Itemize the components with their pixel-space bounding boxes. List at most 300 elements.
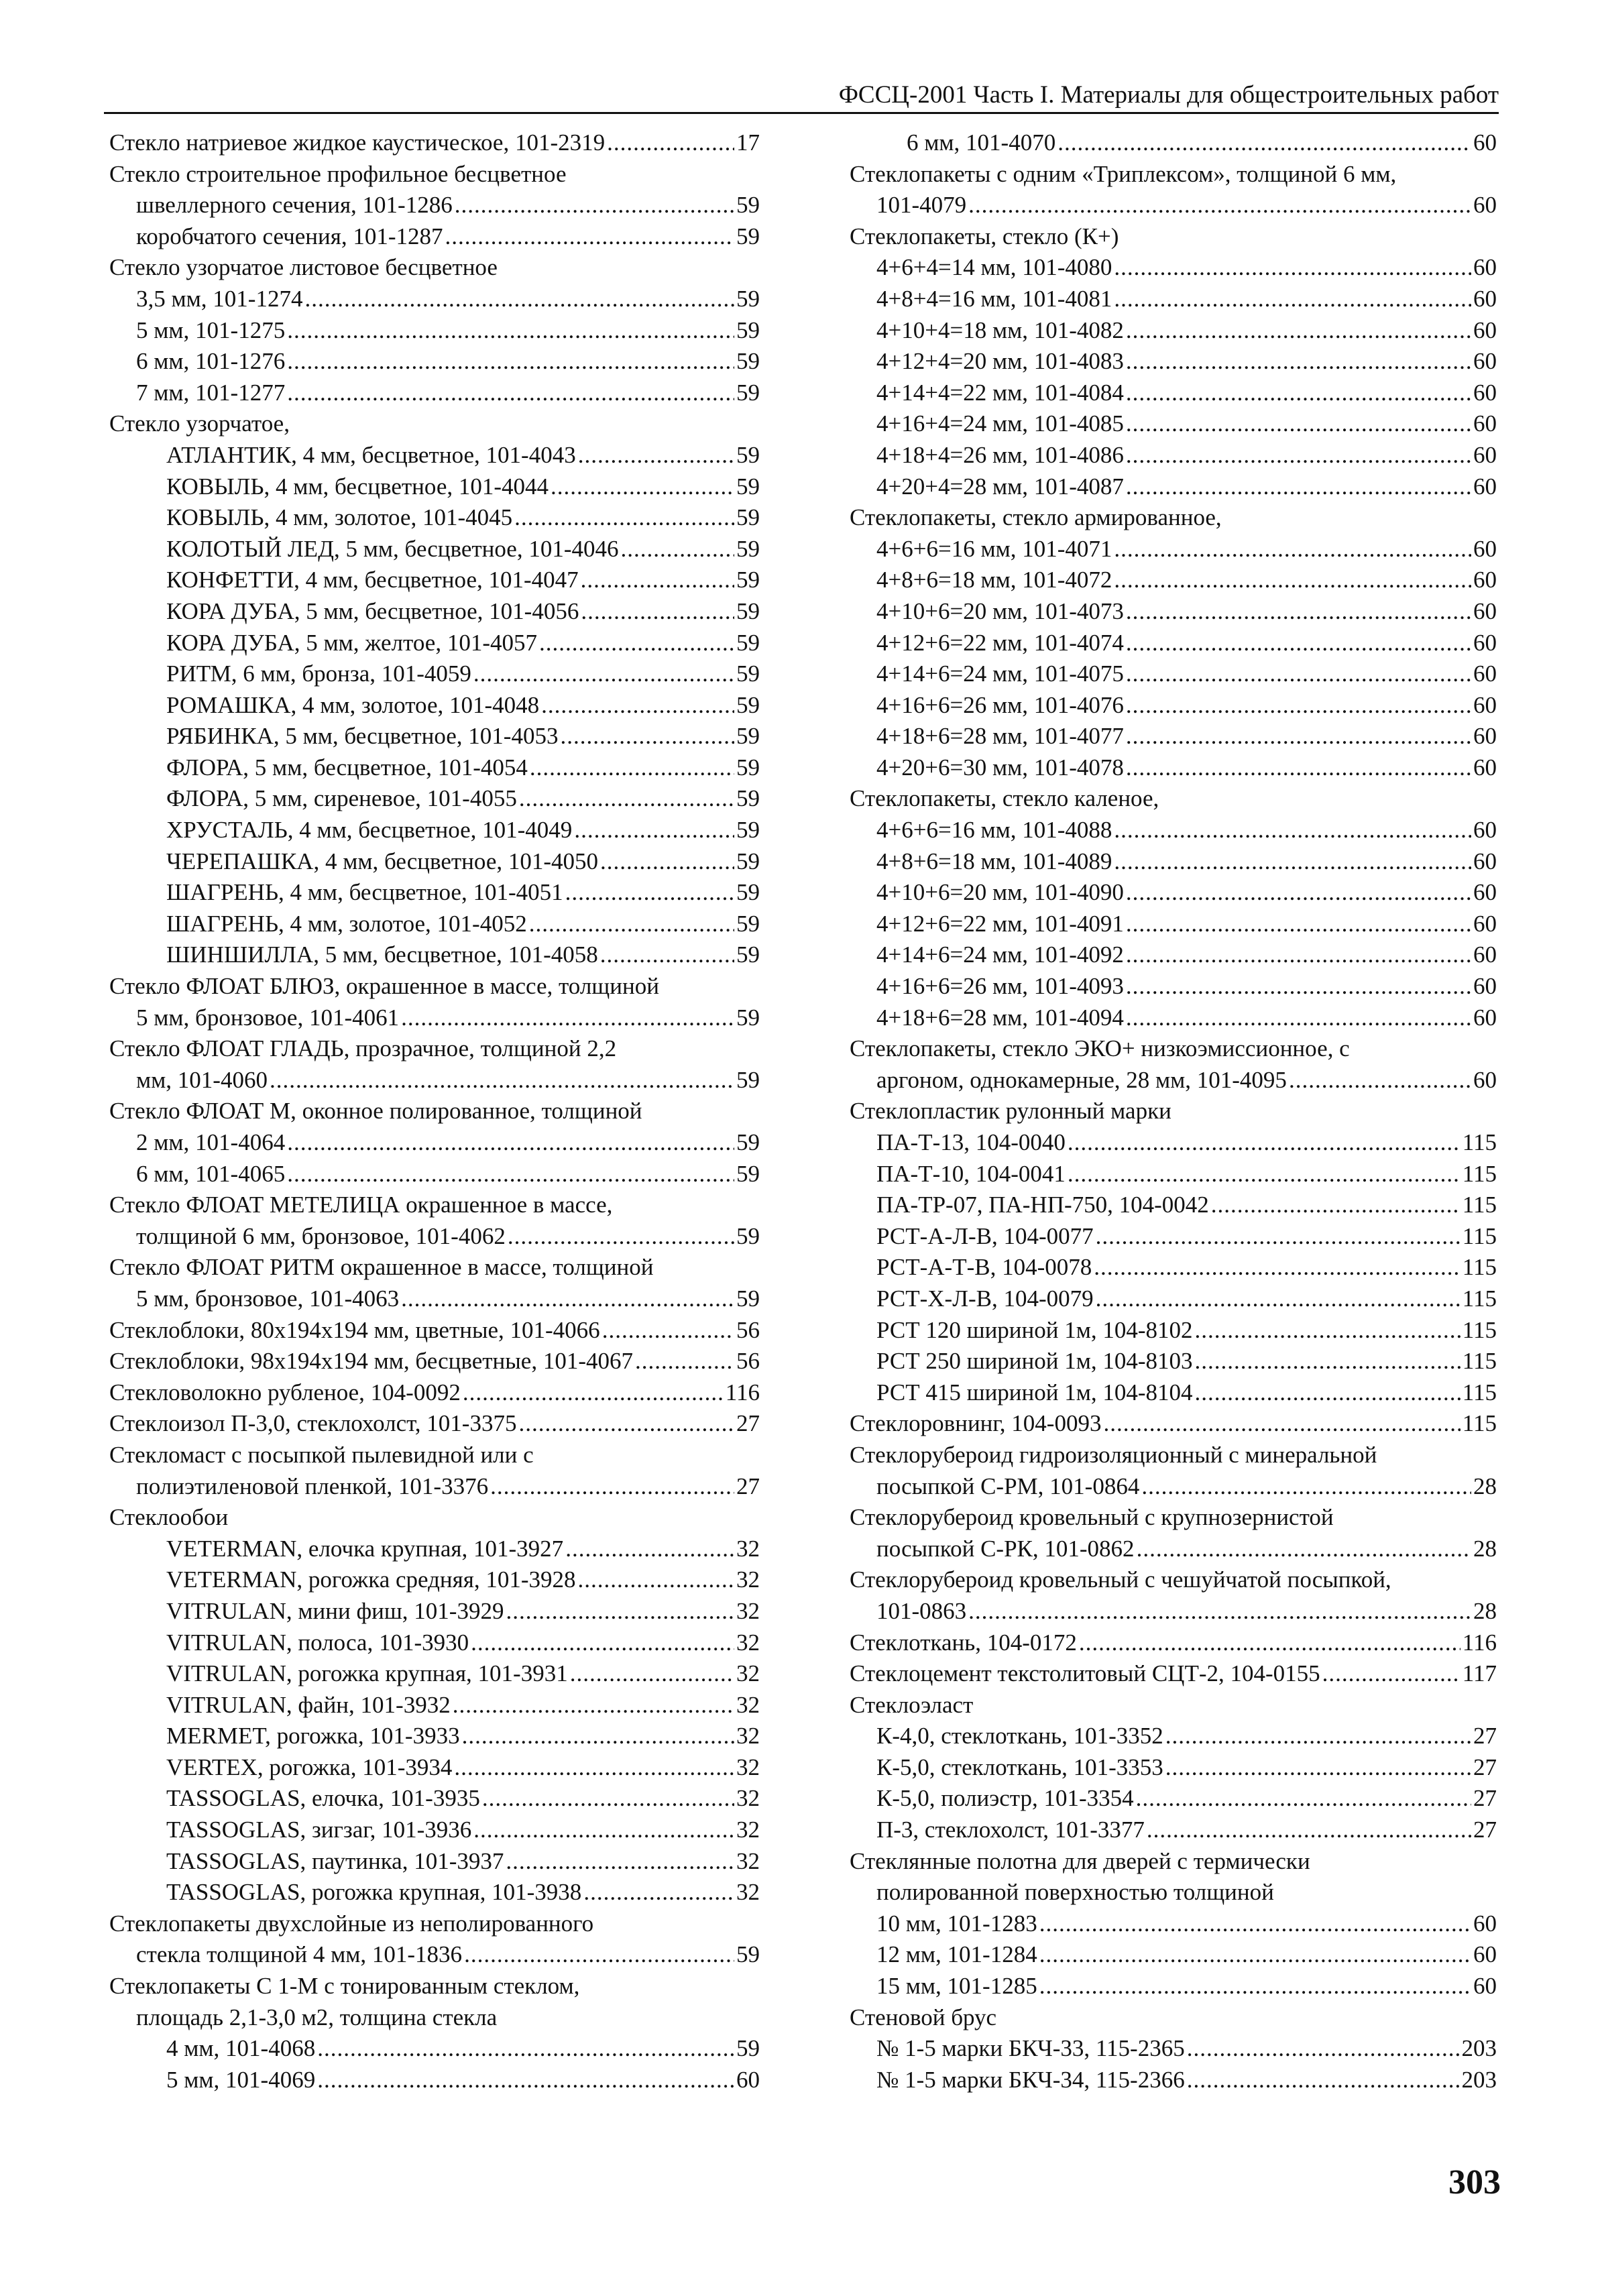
dot-leader	[1126, 596, 1471, 628]
dot-leader	[635, 1346, 734, 1377]
entry-page: 60	[1473, 597, 1497, 624]
entry-text: 12 мм, 101-1284	[876, 1941, 1037, 1968]
dot-leader	[1057, 127, 1471, 159]
dot-leader	[471, 1627, 734, 1659]
index-entry	[850, 1346, 1497, 1377]
header-title: ФССЦ-2001 Часть I. Материалы для общестроительных работ	[838, 81, 1499, 109]
entry-page: 59	[736, 597, 760, 624]
index-entry	[850, 721, 1497, 752]
entry-page: 27	[1473, 1785, 1497, 1812]
entry-page: 32	[736, 1597, 760, 1624]
entry-text: 4+14+6=24 мм, 101-4092	[876, 941, 1124, 968]
index-entry	[850, 1908, 1497, 1940]
dot-leader	[1094, 1252, 1461, 1283]
entry-page: 115	[1462, 1192, 1497, 1218]
index-entry	[850, 1252, 1497, 1283]
entry-text: Стеклообои	[109, 1504, 229, 1531]
entry-text: Стеклопакеты, стекло ЭКО+ низкоэмиссионное, с	[850, 1035, 1350, 1062]
entry-page: 60	[1473, 317, 1497, 343]
entry-text: РСТ-А-Л-В, 104-0077	[876, 1222, 1094, 1249]
entry-text: Стеклянные полотна для дверей с термически	[850, 1847, 1310, 1874]
entry-text: Стеклопластик рулонный марки	[850, 1098, 1171, 1125]
dot-leader	[462, 1721, 734, 1752]
running-header	[104, 70, 1499, 114]
entry-page: 60	[1473, 879, 1497, 906]
dot-leader	[1126, 752, 1471, 784]
entry-page: 60	[1473, 1941, 1497, 1968]
index-entry	[109, 752, 760, 784]
entry-page: 60	[1473, 441, 1497, 468]
entry-page: 32	[736, 1879, 760, 1906]
dot-leader	[1068, 1127, 1461, 1159]
index-entry	[850, 1658, 1497, 1690]
entry-page: 59	[736, 785, 760, 812]
entry-text: TASSOGLAS, рогожка крупная, 101-3938	[166, 1879, 582, 1906]
dot-leader	[1322, 1658, 1461, 1690]
index-entry	[109, 939, 760, 971]
dot-leader	[490, 1471, 734, 1503]
entry-page: 115	[1462, 1254, 1497, 1281]
index-entry	[850, 1846, 1497, 1878]
entry-page: 115	[1462, 1222, 1497, 1249]
index-entry	[850, 628, 1497, 659]
index-entry	[109, 471, 760, 503]
dot-leader	[1114, 815, 1471, 846]
index-entry	[109, 1440, 760, 1471]
entry-text: КОРА ДУБА, 5 мм, желтое, 101-4057	[166, 629, 537, 656]
entry-page: 60	[1473, 567, 1497, 593]
entry-page: 27	[736, 1473, 760, 1499]
index-entry	[850, 378, 1497, 409]
dot-leader	[1136, 1783, 1471, 1815]
entry-page: 60	[1473, 535, 1497, 562]
dot-leader	[519, 783, 734, 815]
index-entry	[850, 877, 1497, 909]
entry-page: 115	[1462, 1285, 1497, 1312]
entry-text: 4+10+6=20 мм, 101-4073	[876, 597, 1124, 624]
index-entry	[109, 1690, 760, 1721]
entry-page: 59	[736, 848, 760, 874]
entry-text: мм, 101-4060	[136, 1066, 268, 1093]
entry-page: 115	[1462, 1129, 1497, 1155]
dot-leader	[968, 190, 1471, 221]
dot-leader	[1137, 1534, 1471, 1565]
entry-text: TASSOGLAS, паутинка, 101-3937	[166, 1847, 504, 1874]
index-entry	[109, 1908, 760, 1940]
entry-text: стекла толщиной 4 мм, 101-1836	[136, 1941, 463, 1968]
entry-text: толщиной 6 мм, бронзовое, 101-4062	[136, 1222, 506, 1249]
index-entry	[850, 1190, 1497, 1221]
entry-text: Стекло ФЛОАТ М, оконное полированное, толщиной	[109, 1098, 642, 1125]
dot-leader	[1165, 1752, 1471, 1784]
entry-text: 4+16+6=26 мм, 101-4076	[876, 691, 1124, 718]
index-entry	[850, 1315, 1497, 1346]
dot-leader	[551, 471, 734, 503]
entry-page: 115	[1462, 1379, 1497, 1405]
entry-text: 4+20+4=28 мм, 101-4087	[876, 473, 1124, 500]
index-entry	[850, 159, 1497, 190]
entry-page: 60	[1473, 1066, 1497, 1093]
index-entry	[850, 783, 1497, 815]
index-entry	[109, 1658, 760, 1690]
entry-text: 4+6+4=14 мм, 101-4080	[876, 254, 1112, 281]
index-entry	[850, 846, 1497, 878]
index-entry	[850, 1596, 1497, 1627]
entry-page: 60	[1473, 410, 1497, 437]
index-entry	[850, 565, 1497, 596]
entry-page: 59	[736, 1004, 760, 1031]
dot-leader	[506, 1846, 734, 1878]
entry-text: РСТ-Х-Л-В, 104-0079	[876, 1285, 1094, 1312]
entry-text: Стеновой брус	[850, 2004, 997, 2030]
entry-text: КОРА ДУБА, 5 мм, бесцветное, 101-4056	[166, 597, 579, 624]
entry-text: посыпкой С-РМ, 101-0864	[876, 1473, 1140, 1499]
index-entry	[109, 877, 760, 909]
entry-text: № 1-5 марки БКЧ-34, 115-2366	[876, 2066, 1185, 2093]
index-entry	[109, 1783, 760, 1815]
entry-text: КОНФЕТТИ, 4 мм, бесцветное, 101-4047	[166, 567, 579, 593]
index-entry	[109, 846, 760, 878]
index-entry	[109, 1159, 760, 1190]
entry-page: 59	[736, 504, 760, 531]
index-entry	[109, 346, 760, 378]
index-entry	[850, 1502, 1497, 1534]
entry-text: Стеклоблоки, 98х194х194 мм, бесцветные, 101-4067	[109, 1348, 633, 1375]
dot-leader	[1187, 2033, 1460, 2065]
dot-leader	[287, 1159, 734, 1190]
dot-leader	[317, 2033, 734, 2065]
dot-leader	[581, 565, 734, 596]
entry-text: 6 мм, 101-4070	[907, 129, 1056, 156]
index-entry	[850, 252, 1497, 284]
entry-text: VETERMAN, рогожка средняя, 101-3928	[166, 1566, 576, 1593]
entry-text: Стекло ФЛОАТ ГЛАДЬ, прозрачное, толщиной 2,2	[109, 1035, 617, 1062]
index-entry	[109, 1971, 760, 2002]
entry-text: Стеклоровнинг, 104-0093	[850, 1410, 1102, 1437]
entry-page: 60	[1473, 285, 1497, 312]
entry-text: Стеклорубероид кровельный с крупнозернистой	[850, 1504, 1334, 1531]
dot-leader	[287, 315, 734, 347]
index-entry	[850, 1721, 1497, 1752]
dot-leader	[482, 1783, 734, 1815]
entry-page: 60	[1473, 379, 1497, 406]
entry-text: 4+12+6=22 мм, 101-4074	[876, 629, 1124, 656]
index-entry	[109, 1721, 760, 1752]
index-entry	[850, 221, 1497, 253]
index-entry	[109, 1065, 760, 1096]
entry-page: 203	[1461, 2035, 1497, 2062]
index-entry	[109, 1939, 760, 1971]
index-entry	[850, 971, 1497, 1002]
dot-leader	[445, 221, 734, 253]
entry-page: 32	[736, 1691, 760, 1718]
entry-page: 28	[1473, 1473, 1497, 1499]
entry-text: Стеклорубероид гидроизоляционный с минеральной	[850, 1441, 1377, 1468]
index-entry	[850, 2033, 1497, 2065]
dot-leader	[1126, 721, 1471, 752]
index-entry	[850, 1065, 1497, 1096]
index-entry	[850, 471, 1497, 503]
entry-page: 59	[736, 441, 760, 468]
entry-page: 60	[1473, 754, 1497, 781]
entry-page: 59	[736, 941, 760, 968]
dot-leader	[1126, 690, 1471, 722]
index-entry	[109, 596, 760, 628]
entry-text: посыпкой С-РК, 101-0862	[876, 1535, 1135, 1562]
index-column-right	[850, 127, 1497, 2096]
index-entry	[850, 1033, 1497, 1065]
dot-leader	[473, 1815, 734, 1846]
dot-leader	[506, 1596, 734, 1627]
index-entry	[109, 408, 760, 440]
entry-page: 60	[1473, 1973, 1497, 2000]
index-entry	[109, 1127, 760, 1159]
index-entry	[850, 1127, 1497, 1159]
dot-leader	[508, 1221, 734, 1253]
dot-leader	[1187, 2065, 1460, 2096]
entry-text: 4 мм, 101-4068	[166, 2035, 316, 2062]
index-entry	[850, 502, 1497, 534]
dot-leader	[1195, 1377, 1461, 1409]
index-entry	[109, 221, 760, 253]
entry-page: 32	[736, 1566, 760, 1593]
dot-leader	[1126, 440, 1471, 471]
entry-page: 60	[1473, 254, 1497, 281]
entry-text: 4+6+6=16 мм, 101-4088	[876, 817, 1112, 844]
entry-text: РСТ 120 шириной 1м, 104-8102	[876, 1316, 1193, 1343]
index-entry	[109, 378, 760, 409]
entry-page: 59	[736, 379, 760, 406]
entry-page: 17	[736, 129, 760, 156]
dot-leader	[565, 1534, 734, 1565]
dot-leader	[401, 1002, 734, 1034]
entry-text: площадь 2,1-3,0 м2, толщина стекла	[136, 2004, 498, 2030]
entry-page: 115	[1462, 1160, 1497, 1187]
entry-text: РОМАШКА, 4 мм, золотое, 101-4048	[166, 691, 540, 718]
index-entry	[850, 1564, 1497, 1596]
index-entry	[109, 502, 760, 534]
index-entry	[850, 1283, 1497, 1315]
entry-page: 116	[1462, 1629, 1497, 1656]
entry-text: 5 мм, бронзовое, 101-4061	[136, 1004, 400, 1031]
entry-text: Стекло ФЛОАТ МЕТЕЛИЦА окрашенное в массе,	[109, 1192, 613, 1218]
entry-page: 60	[1473, 941, 1497, 968]
index-entry	[850, 190, 1497, 221]
entry-text: 4+8+6=18 мм, 101-4072	[876, 567, 1112, 593]
entry-text: ШИНШИЛЛА, 5 мм, бесцветное, 101-4058	[166, 941, 598, 968]
dot-leader	[1039, 1971, 1471, 2002]
entry-text: № 1-5 марки БКЧ-33, 115-2365	[876, 2035, 1185, 2062]
entry-text: 4+18+6=28 мм, 101-4094	[876, 1004, 1124, 1031]
dot-leader	[1126, 877, 1471, 909]
index-entry	[850, 127, 1497, 159]
entry-page: 60	[1473, 723, 1497, 750]
entry-page: 59	[736, 879, 760, 906]
index-entry	[109, 1815, 760, 1846]
entry-page: 59	[736, 723, 760, 750]
entry-page: 59	[736, 285, 760, 312]
index-entry	[109, 1096, 760, 1127]
entry-page: 59	[736, 317, 760, 343]
index-entry	[109, 1408, 760, 1440]
index-entry	[109, 1534, 760, 1565]
index-entry	[850, 1690, 1497, 1721]
dot-leader	[453, 1690, 734, 1721]
index-entry	[109, 1221, 760, 1253]
index-entry	[109, 690, 760, 722]
index-entry	[850, 596, 1497, 628]
entry-text: ШАГРЕНЬ, 4 мм, золотое, 101-4052	[166, 910, 527, 937]
dot-leader	[1126, 909, 1471, 940]
index-entry	[109, 815, 760, 846]
entry-text: Стекломаст с посыпкой пылевидной или с	[109, 1441, 534, 1468]
index-entry	[850, 1408, 1497, 1440]
dot-leader	[574, 815, 734, 846]
index-entry	[109, 315, 760, 347]
index-entry	[850, 346, 1497, 378]
dot-leader	[1126, 628, 1471, 659]
entry-text: 4+6+6=16 мм, 101-4071	[876, 535, 1112, 562]
entry-page: 59	[736, 223, 760, 249]
index-entry	[109, 2065, 760, 2096]
entry-page: 60	[1473, 973, 1497, 1000]
index-entry	[850, 658, 1497, 690]
dot-leader	[1079, 1627, 1461, 1659]
entry-page: 60	[1473, 129, 1497, 156]
index-entry	[109, 1283, 760, 1315]
entry-text: полиэтиленовой пленкой, 101-3376	[136, 1473, 489, 1499]
index-entry	[109, 909, 760, 940]
index-entry	[109, 1033, 760, 1065]
entry-text: ПА-Т-13, 104-0040	[876, 1129, 1066, 1155]
entry-page: 60	[1473, 691, 1497, 718]
dot-leader	[1039, 1908, 1471, 1940]
entry-text: КОВЫЛЬ, 4 мм, бесцветное, 101-4044	[166, 473, 549, 500]
entry-text: К-4,0, стеклоткань, 101-3352	[876, 1723, 1163, 1749]
index-entry	[109, 971, 760, 1002]
dot-leader	[454, 1752, 734, 1784]
entry-text: Стеклопакеты с одним «Триплексом», толщиной 6 мм,	[850, 160, 1397, 187]
entry-text: VITRULAN, мини фиш, 101-3929	[166, 1597, 504, 1624]
entry-text: 6 мм, 101-1276	[136, 348, 286, 375]
entry-page: 27	[1473, 1723, 1497, 1749]
index-entry	[850, 1627, 1497, 1659]
entry-text: полированной поверхностью толщиной	[876, 1879, 1274, 1906]
dot-leader	[1126, 471, 1471, 503]
entry-text: 4+20+6=30 мм, 101-4078	[876, 754, 1124, 781]
entry-page: 28	[1473, 1535, 1497, 1562]
index-entry	[850, 1752, 1497, 1784]
entry-text: 101-0863	[876, 1597, 967, 1624]
entry-text: Стекловолокно рубленое, 104-0092	[109, 1379, 461, 1405]
index-entry	[109, 628, 760, 659]
index-entry	[109, 658, 760, 690]
dot-leader	[539, 628, 734, 659]
entry-text: VERTEX, рогожка, 101-3934	[166, 1754, 453, 1780]
entry-text: Стеклопакеты, стекло каленое,	[850, 785, 1159, 812]
entry-page: 59	[736, 1222, 760, 1249]
entry-page: 59	[736, 348, 760, 375]
index-entry	[850, 690, 1497, 722]
entry-text: Стекло строительное профильное бесцветное	[109, 160, 567, 187]
entry-text: 5 мм, 101-4069	[166, 2066, 316, 2093]
entry-text: 2 мм, 101-4064	[136, 1129, 286, 1155]
entry-page: 60	[1473, 1004, 1497, 1031]
index-entry	[109, 1502, 760, 1534]
dot-leader	[1126, 315, 1471, 347]
entry-text: VETERMAN, елочка крупная, 101-3927	[166, 1535, 564, 1562]
entry-page: 32	[736, 1723, 760, 1749]
entry-text: РЯБИНКА, 5 мм, бесцветное, 101-4053	[166, 723, 559, 750]
entry-text: ПА-ТР-07, ПА-НП-750, 104-0042	[876, 1192, 1209, 1218]
entry-text: Стекло натриевое жидкое каустическое, 101-2319	[109, 129, 606, 156]
entry-page: 116	[725, 1379, 760, 1405]
dot-leader	[1068, 1159, 1461, 1190]
index-entry	[850, 1877, 1497, 1908]
index-entry	[850, 1159, 1497, 1190]
entry-text: ПА-Т-10, 104-0041	[876, 1160, 1066, 1187]
dot-leader	[1147, 1815, 1471, 1846]
entry-text: Стеклоэласт	[850, 1691, 974, 1718]
dot-leader	[514, 502, 734, 534]
entry-page: 59	[736, 661, 760, 687]
index-entry	[850, 1815, 1497, 1846]
index-entry	[109, 1846, 760, 1878]
index-entry	[109, 1564, 760, 1596]
entry-page: 59	[736, 691, 760, 718]
entry-page: 117	[1462, 1660, 1497, 1687]
entry-text: РСТ-А-Т-В, 104-0078	[876, 1254, 1092, 1281]
index-entry	[109, 565, 760, 596]
dot-leader	[1195, 1315, 1461, 1346]
dot-leader	[1126, 939, 1471, 971]
entry-text: 4+10+6=20 мм, 101-4090	[876, 879, 1124, 906]
dot-leader	[1126, 658, 1471, 690]
index-entry	[850, 534, 1497, 565]
entry-text: 7 мм, 101-1277	[136, 379, 286, 406]
dot-leader	[565, 877, 734, 909]
index-entry	[850, 440, 1497, 471]
entry-text: Стеклорубероид кровельный с чешуйчатой посыпкой,	[850, 1566, 1391, 1593]
dot-leader	[570, 1658, 734, 1690]
dot-leader	[1141, 1471, 1471, 1503]
entry-text: КОВЫЛЬ, 4 мм, золотое, 101-4045	[166, 504, 513, 531]
index-entry	[109, 127, 760, 159]
entry-page: 59	[736, 629, 760, 656]
dot-leader	[1114, 846, 1471, 878]
index-entry	[850, 284, 1497, 315]
index-entry	[109, 1315, 760, 1346]
entry-page: 203	[1461, 2066, 1497, 2093]
entry-page: 60	[1473, 910, 1497, 937]
dot-leader	[1039, 1939, 1471, 1971]
dot-leader	[1126, 408, 1471, 440]
dot-leader	[1096, 1221, 1461, 1253]
entry-page: 32	[736, 1629, 760, 1656]
dot-leader	[1126, 346, 1471, 378]
entry-page: 60	[1473, 348, 1497, 375]
entry-page: 59	[736, 1941, 760, 1968]
entry-text: 4+16+6=26 мм, 101-4093	[876, 973, 1124, 1000]
entry-page: 59	[736, 1160, 760, 1187]
dot-leader	[1126, 971, 1471, 1002]
index-entry	[109, 440, 760, 471]
entry-text: 4+12+6=22 мм, 101-4091	[876, 910, 1124, 937]
entry-text: К-5,0, стеклоткань, 101-3353	[876, 1754, 1163, 1780]
dot-leader	[401, 1283, 734, 1315]
index-entry	[850, 1002, 1497, 1034]
dot-leader	[1289, 1065, 1471, 1096]
